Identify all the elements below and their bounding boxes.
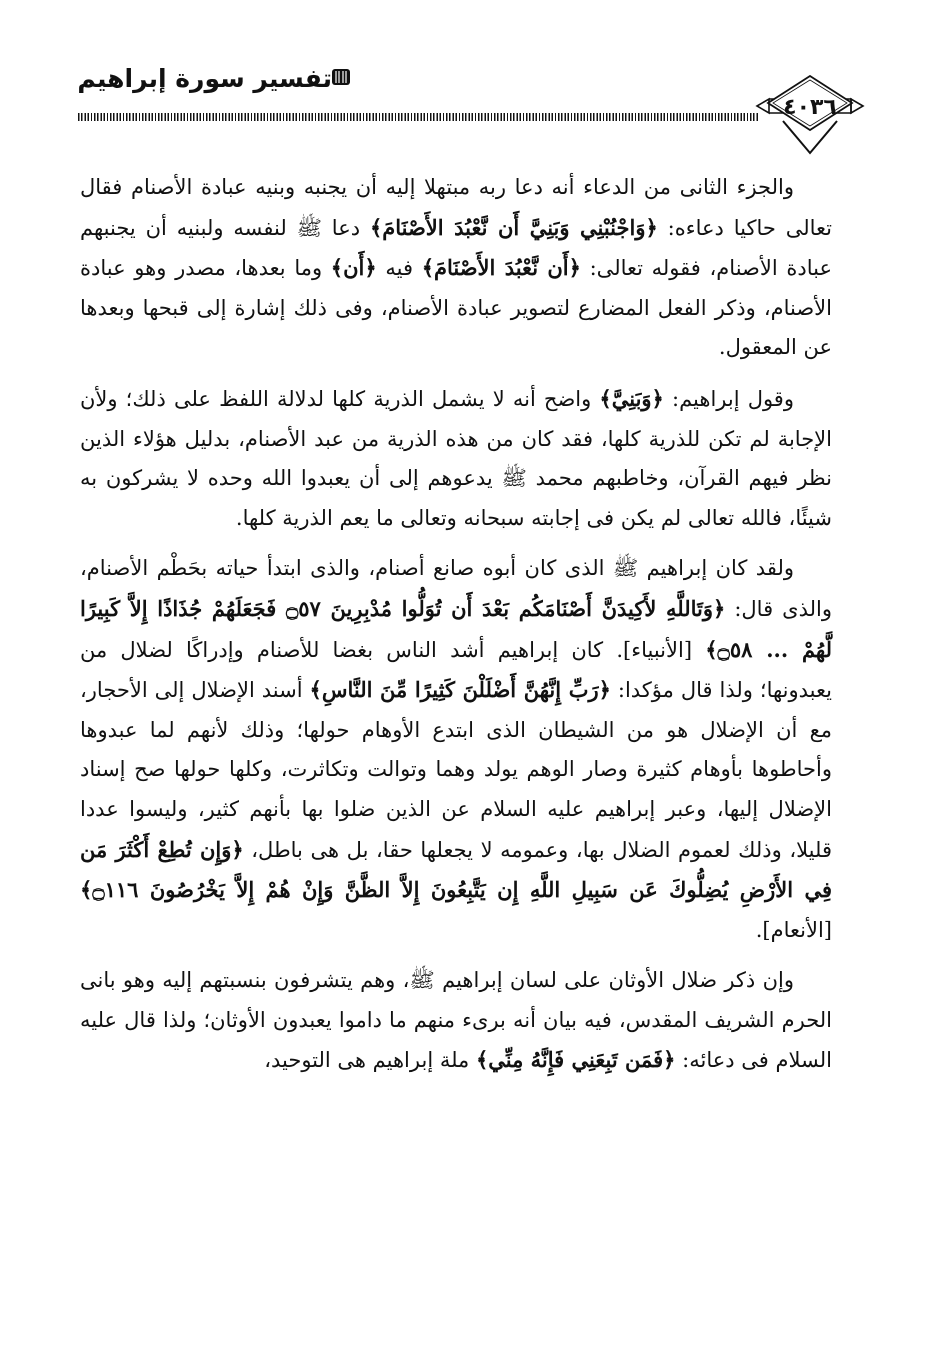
page-header: [0, 0, 927, 170]
quran-quote: ﴿وَإِن تُطِعْ أَكْثَرَ مَن فِي الأَرْضِ يُضِلُّوكَ عَن سَبِيلِ اللَّهِ إِن يَتَّبِعُونَ إِلاَّ الظَّنَّ وَإِنْ هُمْ إِلاَّ يَخْرُصُونَ ۝١١٦﴾: [80, 836, 832, 903]
body-text-run: وإن ذكر ضلال الأوثان على لسان إبراهيم ﷺ، وهم يتشرفون بنسبتهم إليه وهو بانى الحرم الشريف المقدس، فيه بيان أنه برىء منهم ما داموا يعبدون الأوثان؛ ولذا قال عليه السلام فى دعائه:: [80, 968, 832, 1073]
page-number: ٤٠٣٦: [783, 95, 837, 120]
quran-quote: ﴿وَتَاللَّهِ لأَكِيدَنَّ أَصْنَامَكُم بَعْدَ أَن تُوَلُّوا مُدْبِرِينَ ۝٥٧ فَجَعَلَهُمْ جُذَاذًا إِلاَّ كَبِيرًا لَّهُمْ ... ۝٥٨﴾: [80, 595, 832, 662]
quran-quote: ﴿فَمَن تَبِعَنِي فَإِنَّهُ مِنِّي﴾: [475, 1047, 676, 1073]
paragraph: [80, 961, 832, 1081]
quran-quote: ﴿أَن نَّعْبُدَ الأَصْنَامَ﴾: [421, 255, 581, 281]
body-text-run: أسند الإضلال إلى الأحجار، مع أن الإضلال هو من الشيطان الذى ابتدع الأوهام حولها؛ وذلك لأنهم لما عبدوها وأحاطوها بأوهام كثيرة وصار الوهم يولد وهما وتوالت وتكاثرت، وكلها حولها صح إسناد الإضلال إليها، وعبر إبراهيم عليه السلام عن الذين ضلوا بها بأنهم كثير، وليسوا عددا قليلا، وذلك لعموم الضلال بها، وعمومه لا يجعلها حقا، بل هى باطل،: [80, 678, 833, 862]
body-text-run: ولقد كان إبراهيم ﷺ الذى كان أبوه صانع أصنام، والذى ابتدأ حياته بحَطْم الأصنام، والذى قال:: [80, 556, 832, 621]
quran-quote: ﴿أَن﴾: [330, 255, 377, 281]
quran-quote: ﴿رَبِّ إِنَّهُنَّ أَضْلَلْنَ كَثِيرًا مِّنَ النَّاسِ﴾: [309, 677, 611, 703]
quran-quote: ﴿وَبَنِيَّ﴾: [599, 385, 664, 411]
quran-quote: ﴿وَاجْنُبْنِي وَبَنِيَّ أَن نَّعْبُدَ الأَصْنَامَ﴾: [369, 214, 658, 240]
paragraph: [80, 549, 832, 950]
body-text-run: دعا ﷺ لنفسه ولبنيه أن يجنبهم عبادة الأصنام، فقوله تعالى:: [80, 215, 832, 281]
body-text-run: وما بعدها، مصدر وهو عبادة الأصنام، وذكر الفعل المضارع لتصوير عبادة الأصنام، وفى ذلك إشارة إلى قبحها وبعدها عن المعقول.: [80, 256, 832, 360]
body-text-run: ملة إبراهيم هى التوحيد،: [264, 1048, 476, 1073]
paragraph: [80, 379, 832, 538]
book-ornament-icon: [330, 66, 352, 88]
body-text-run: [الأنبياء]. كان إبراهيم أشد الناس بغضا للأصنام وإدراكًا لضلال من يعبدونها؛ ولذا قال مؤكدا:: [80, 637, 832, 703]
body-text-run: فيه: [376, 256, 422, 281]
header-dotted-rule: [78, 113, 758, 121]
body-text: [80, 168, 832, 1092]
body-text-run: والجزء الثانى من الدعاء أنه دعا ربه مبتهلا إليه أن يجنبه وبنيه عبادة الأصنام فقال تعالى حاكيا دعاءه:: [80, 175, 832, 240]
body-text-run: واضح أنه لا يشمل الذرية كلها لدلالة اللفظ على ذلك؛ ولأن الإجابة لم تكن للذرية كلها، فقد كان من هذه الذرية من عبد الأصنام، بدليل هؤلاء الذين نظر فيهم القرآن، وخاطبهم محمد ﷺ يدعوهم إلى أن يعبدوا الله وحده لا يشركون به شيئًا، فالله تعالى لم يكن فى إجابته سبحانه وتعالى ما يعم الذرية كلها.: [80, 386, 832, 530]
body-text-run: [الأنعام].: [755, 917, 832, 942]
paragraph: [80, 168, 832, 368]
body-text-run: وقول إبراهيم:: [663, 386, 794, 411]
running-title: تفسير سورة إبراهيم: [77, 64, 332, 93]
page-number-badge-icon: [755, 75, 865, 165]
